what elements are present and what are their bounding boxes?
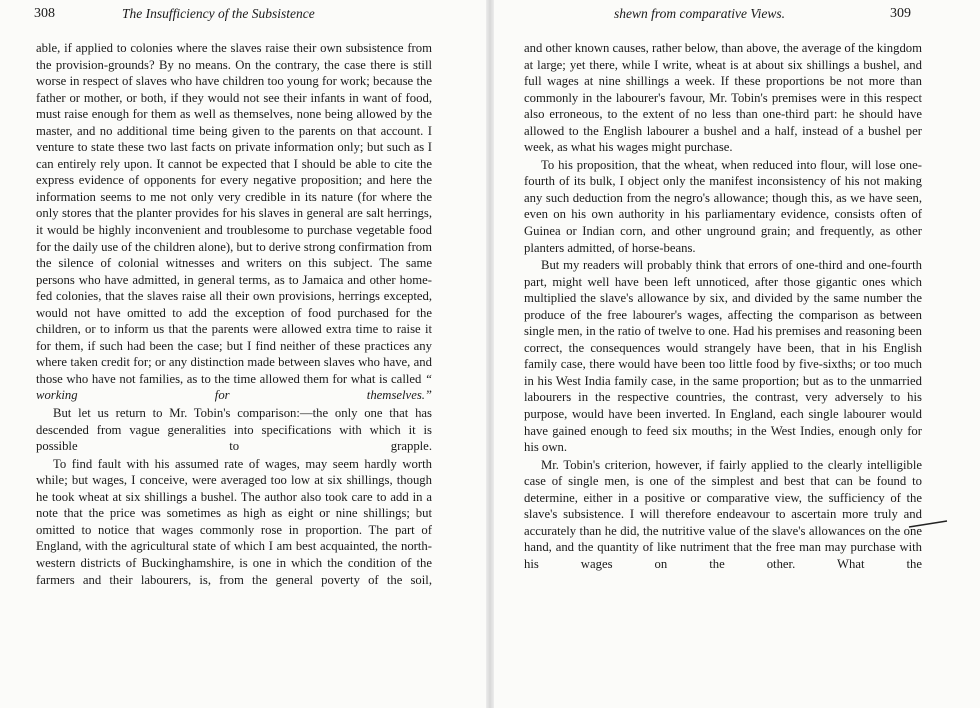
left-paragraph-1: able, if applied to colonies where the slaves raise their own subsistence from the provision-grounds? By no means. On the contrary, the case there is still worse in respect of slaves who have children too young for work; because the father or mother, or both, if they would not see their infants in want of food, must raise enough for them as well as themselves, none being allowed by the master, and no additional time being given to the parents on that account. I venture to state these two last facts on private information only; but such as I can entirely rely upon. It cannot be expected that I should be able to cite the express evidence of opponents for every negative proposition; and here the information seems to me not only very credible in its nature (for where the only stores that the planter provides for his slaves in general are salt herrings, it would be highly inconvenient and troublesome to purchase vegetable food for the daily use of the children alone), but to derive strong confirmation from the silence of colonial witnesses and writers on this subject. The same persons who have admitted, in general terms, as to Jamaica and other home-fed colonies, that the slaves raise all their own provisions, herrings excepted, would not have omitted to add the exception of food purchased for the children, or to inform us that the parents were allowed extra time to raise it for them, if such had been the case; but I find neither of these practices any where taken credit for; or any distinction made between slaves who have, and those who have not families, as to the time allowed them for what is called “ working for themselves.” bbox=[36, 41, 433, 403]
right-page-number: 309 bbox=[890, 6, 911, 21]
book-gutter bbox=[486, 0, 494, 708]
right-paragraph-3: But my readers will probably think that errors of one-third and one-fourth part, might well have been left unnoticed, after those gigantic ones which multiplied the slave's allowance by six, and divided by the same number the produce of the free labourer's wages, affecting the comparison as between single men, in the ratio of twelve to one. Had his premises and reasoning been correct, the consequences would strangely have been, that in his English family case, there would have been too little food by five-sixths; or too much in his West India family case, in the same proportion; but as to the unmarried labourers in the respective countries, the contrast, very adversely to his purpose, would have been inverted. In England, each single labourer would have gained enough to feed six mouths; in the West Indies, enough only for his own. bbox=[524, 258, 922, 455]
left-page-number: 308 bbox=[34, 6, 55, 21]
pen-mark bbox=[908, 520, 948, 530]
left-paragraph-3: To find fault with his assumed rate of wages, may seem hardly worth while; but wages, I conceive, were averaged too low at six shillings, though he took wheat at six shillings a bushel. The author also took care to add in a note that the price was sometimes as high as eight or nine shillings; but omitted to notice that wages commonly rose in proportion. The part of England, with the agricultural state of which I am best acquainted, the north-western districts of Buckinghamshire, is one in which the condition of the farmers and their labourers, is, from the general poverty of the soil, bbox=[36, 456, 432, 587]
right-page bbox=[494, 0, 980, 708]
left-page-body bbox=[36, 40, 432, 588]
left-page bbox=[0, 0, 486, 708]
right-paragraph-4: Mr. Tobin's criterion, however, if fairly applied to the clearly intelligible case of single men, is one of the simplest and best that can be found to determine, either in a positive or comparative view, the sufficiency of the slave's subsistence. I will therefore endeavour to ascertain more truly and accurately than he did, the nutritive value of the slave's allowances on the one hand, and the quantity of like nutriment that the free man may purchase with his wages on the other. What the bbox=[524, 457, 922, 571]
right-page-body bbox=[524, 40, 922, 573]
left-paragraph-2: But let us return to Mr. Tobin's comparison:—the only one that has descended from vague generalities into specifications with which it is possible to grapple. bbox=[36, 406, 432, 454]
working-for-themselves-quote: “ working for themselves.” bbox=[36, 371, 432, 403]
left-running-title: The Insufficiency of the Subsistence bbox=[122, 6, 315, 21]
right-paragraph-2: To his proposition, that the wheat, when reduced into flour, will lose one-fourth of its bulk, I object only the manifest inconsistency of his not making any such deduction from the negro's allowance; though this, as we have seen, even on his own authority in his parliamentary evidence, consists often of Guinea or Indian corn, and other unground grain; and frequently, as other planters admitted, of horse-beans. bbox=[524, 157, 922, 255]
right-paragraph-1: and other known causes, rather below, than above, the average of the kingdom at large; yet there, while I write, wheat is at about six shillings a bushel, and full wages at nine shillings a week. If these proportions be not more than commonly in the labourer's favour, Mr. Tobin's premises were in this respect also erroneous, to the extent of no less than one-third part: he should have allowed to the English labourer a bushel and a half, instead of a bushel per week, as what his wages might purchase. bbox=[524, 41, 922, 155]
right-running-title: shewn from comparative Views. bbox=[614, 6, 785, 21]
